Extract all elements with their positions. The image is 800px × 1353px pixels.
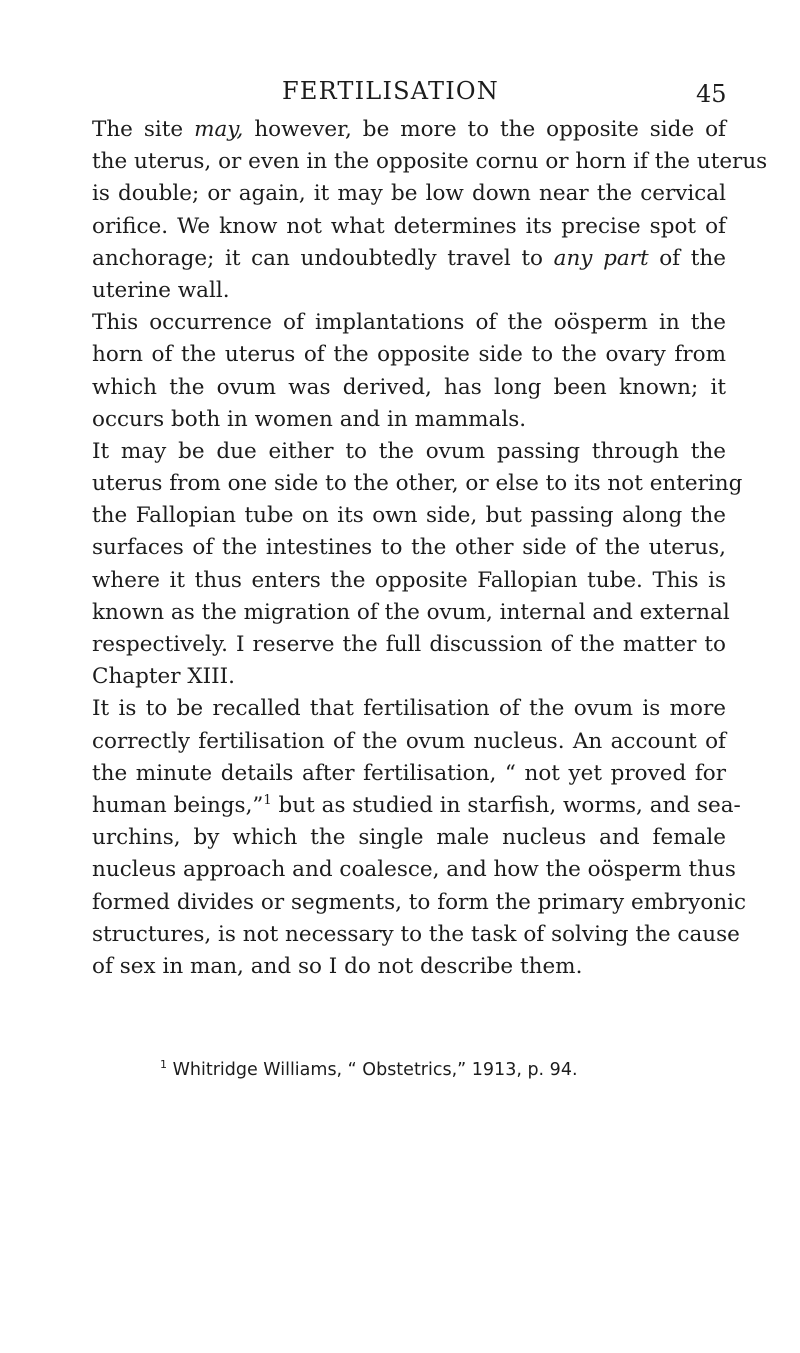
text-line <box>92 532 726 564</box>
text-run: This occurrence of implantations of the oösperm in the <box>92 310 726 336</box>
footnote <box>160 1057 578 1083</box>
italic-text: any part <box>553 245 649 271</box>
text-line <box>92 436 726 468</box>
text-run: respectively. I reserve the full discussion of the matter to <box>92 632 726 657</box>
text-run: It is to be recalled that fertilisation of the ovum is more <box>92 696 726 722</box>
text-line <box>92 951 726 983</box>
text-line <box>92 114 726 146</box>
text-line <box>92 372 726 404</box>
text-run: however, be more to the opposite side of <box>243 117 727 142</box>
text-line <box>92 597 730 629</box>
text-line <box>92 275 726 307</box>
text-run: occurs both in women and in mammals. <box>92 406 527 432</box>
paragraph <box>92 436 743 694</box>
text-run: where it thus enters the opposite Fallopian tube. This is <box>92 567 726 593</box>
body-text <box>92 114 768 983</box>
text-line <box>92 887 747 919</box>
text-run: nucleus approach and coalesce, and how the oösperm thus <box>92 857 736 883</box>
text-line <box>92 468 743 500</box>
text-run: uterine wall. <box>92 277 230 303</box>
text-line <box>92 339 726 371</box>
text-line <box>92 629 726 661</box>
text-line <box>92 500 726 532</box>
text-line <box>92 693 726 725</box>
paragraph <box>92 114 768 307</box>
footnote-reference: 1 <box>263 792 272 808</box>
text-run: formed divides or segments, to form the primary embryonic <box>92 889 747 915</box>
text-line <box>92 146 768 178</box>
text-run: known as the migration of the ovum, internal and external <box>92 599 730 625</box>
text-run: structures, is not necessary to the task of solving the cause <box>92 921 740 947</box>
page-number: 45 <box>696 80 727 108</box>
text-run: correctly fertilisation of the ovum nucleus. An account of <box>92 728 726 754</box>
text-run: urchins, by which the single male nucleus and female <box>92 825 726 851</box>
text-line <box>92 919 740 951</box>
text-line <box>92 758 726 790</box>
text-run: Chapter XIII. <box>92 664 235 690</box>
text-run: but as studied in starfish, worms, and sea- <box>271 792 741 818</box>
text-run: the uterus, or even in the opposite cornu or horn if the uterus <box>92 149 768 175</box>
footnote-text: Whitridge Williams, “ Obstetrics,” 1913, p. 94. <box>172 1060 578 1080</box>
paragraph <box>92 693 747 983</box>
text-line <box>92 565 726 597</box>
text-run: the minute details after fertilisation, “ not yet proved for <box>92 760 726 786</box>
text-run: horn of the uterus of the opposite side to the ovary from <box>92 342 726 368</box>
text-line <box>92 178 726 210</box>
paragraph <box>92 307 726 436</box>
text-run: which the ovum was derived, has long been known; it <box>92 374 726 400</box>
text-run: human beings,” <box>92 792 264 818</box>
text-line <box>92 854 736 886</box>
text-line <box>92 790 741 822</box>
text-run: anchorage; it can undoubtedly travel to <box>92 245 554 271</box>
text-line <box>92 307 726 339</box>
text-run: uterus from one side to the other, or else to its not entering <box>92 471 743 497</box>
text-run: of sex in man, and so I do not describe them. <box>92 953 583 979</box>
text-line <box>92 404 726 436</box>
text-run: It may be due either to the ovum passing through the <box>92 438 726 464</box>
text-run: The site <box>92 117 195 142</box>
text-run: the Fallopian tube on its own side, but passing along the <box>92 503 726 529</box>
text-run: orifice. We know not what determines its precise spot of <box>92 213 726 239</box>
text-run: is double; or again, it may be low down near the cervical <box>92 181 726 207</box>
text-line <box>92 726 726 758</box>
text-run: of the <box>648 245 726 271</box>
footnote-marker: 1 <box>160 1058 167 1071</box>
text-line <box>92 243 726 275</box>
text-run: surfaces of the intestines to the other side of the uterus, <box>92 535 726 561</box>
running-title: FERTILISATION <box>282 77 499 105</box>
text-line <box>92 822 726 854</box>
italic-text: may, <box>194 117 244 142</box>
text-line <box>92 661 726 693</box>
running-head <box>0 76 800 116</box>
text-line <box>92 211 726 243</box>
